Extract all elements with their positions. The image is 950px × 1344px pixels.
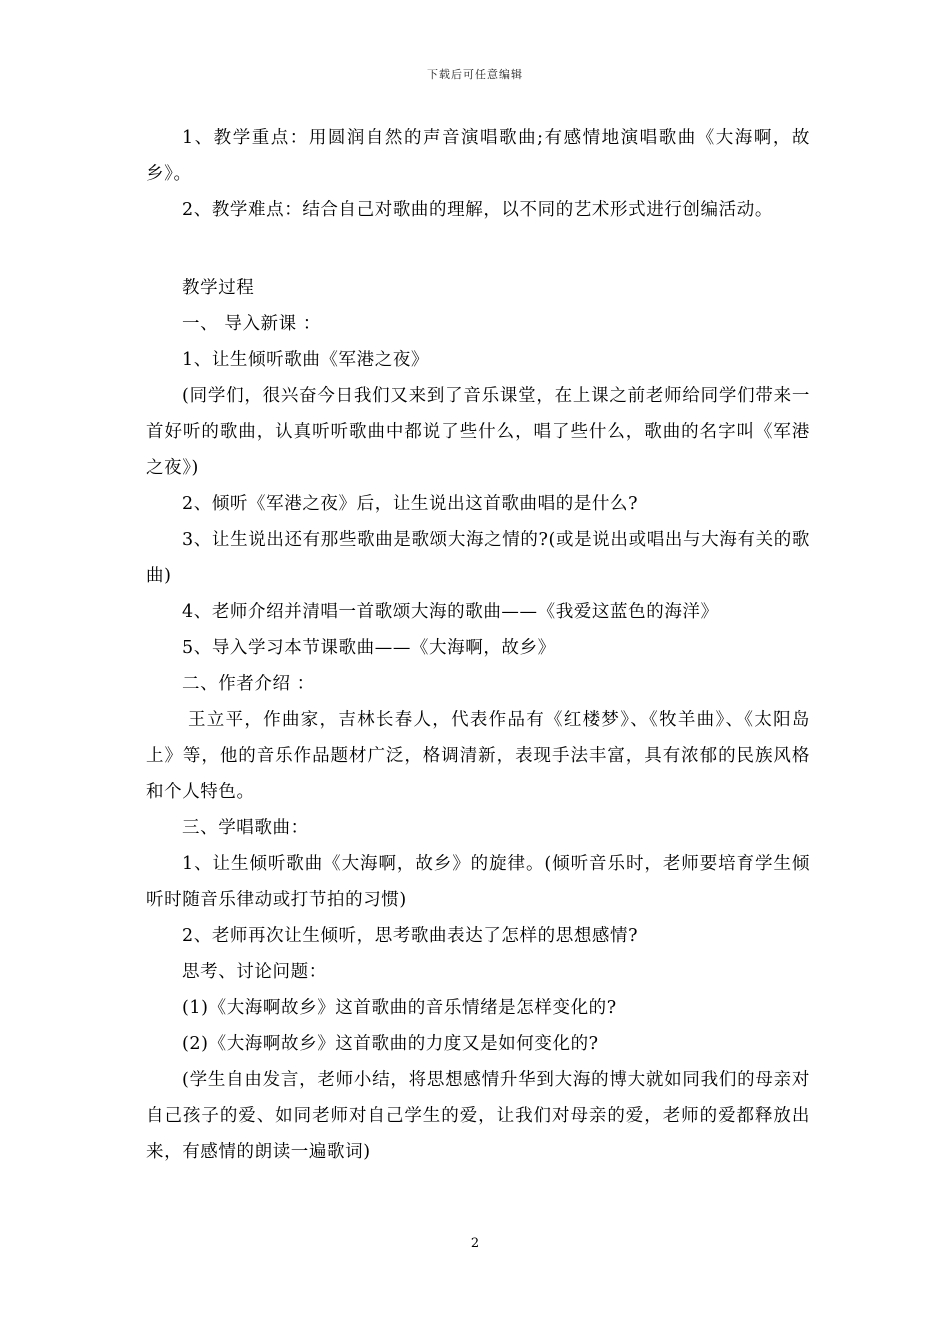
page-number: 2: [470, 1236, 480, 1251]
teacher-summary-paragraph: (学生自由发言，老师小结，将思想感情升华到大海的博大就如同我们的母亲对自己孩子的爱、如同老师对自己学生的爱，让我们对母亲的爱，老师的爱都释放出来，有感情的朗读一遍歌词): [146, 1070, 810, 1162]
discussion-question-2: (2)《大海啊故乡》这首歌曲的力度又是如何变化的?: [182, 1034, 599, 1054]
document-body: [146, 120, 810, 1170]
section-heading-author: 二、作者介绍 ：: [182, 674, 315, 694]
intro-item-3: 3、让生说出还有那些歌曲是歌颂大海之情的?(或是说出或唱出与大海有关的歌曲): [146, 530, 810, 586]
discussion-question-1: (1)《大海啊故乡》这首歌曲的音乐情绪是怎样变化的?: [182, 998, 617, 1018]
difficulty-paragraph: 2、教学难点：结合自己对歌曲的理解，以不同的艺术形式进行创编活动。: [182, 200, 773, 220]
section-heading-intro: 一、 导入新课 ：: [182, 314, 322, 334]
intro-item-1-note: (同学们，很兴奋今日我们又来到了音乐课堂，在上课之前老师给同学们带来一首好听的歌曲，认真听听歌曲中都说了些什么，唱了些什么，歌曲的名字叫《军港之夜》): [146, 386, 810, 478]
sing-item-1: 1、让生倾听歌曲《大海啊，故乡》的旋律。(倾听音乐时，老师要培育学生倾听时随音乐律动或打节拍的习惯): [146, 854, 810, 910]
intro-item-1: 1、让生倾听歌曲《军港之夜》: [182, 350, 430, 370]
intro-item-4: 4、老师介绍并清唱一首歌颂大海的歌曲——《我爱这蓝色的海洋》: [182, 602, 719, 622]
process-title: 教学过程: [182, 278, 255, 298]
key-point-paragraph: 1、教学重点：用圆润自然的声音演唱歌曲;有感情地演唱歌曲《大海啊，故乡》。: [146, 128, 810, 184]
section-spacer: [146, 228, 810, 270]
section-heading-singing: 三、学唱歌曲：: [182, 818, 309, 838]
intro-item-5: 5、导入学习本节课歌曲——《大海啊，故乡》: [182, 638, 556, 658]
discussion-heading: 思考、讨论问题：: [182, 962, 327, 982]
intro-item-2: 2、倾听《军港之夜》后，让生说出这首歌曲唱的是什么?: [182, 494, 639, 514]
sing-item-2: 2、老师再次让生倾听，思考歌曲表达了怎样的思想感情?: [182, 926, 639, 946]
author-intro-paragraph: 王立平，作曲家，吉林长春人，代表作品有《红楼梦》、《牧羊曲》、《太阳岛上》等，他的音乐作品题材广泛，格调清新，表现手法丰富，具有浓郁的民族风格和个人特色。: [146, 710, 810, 802]
page-header: 下载后可任意编辑: [427, 68, 523, 81]
